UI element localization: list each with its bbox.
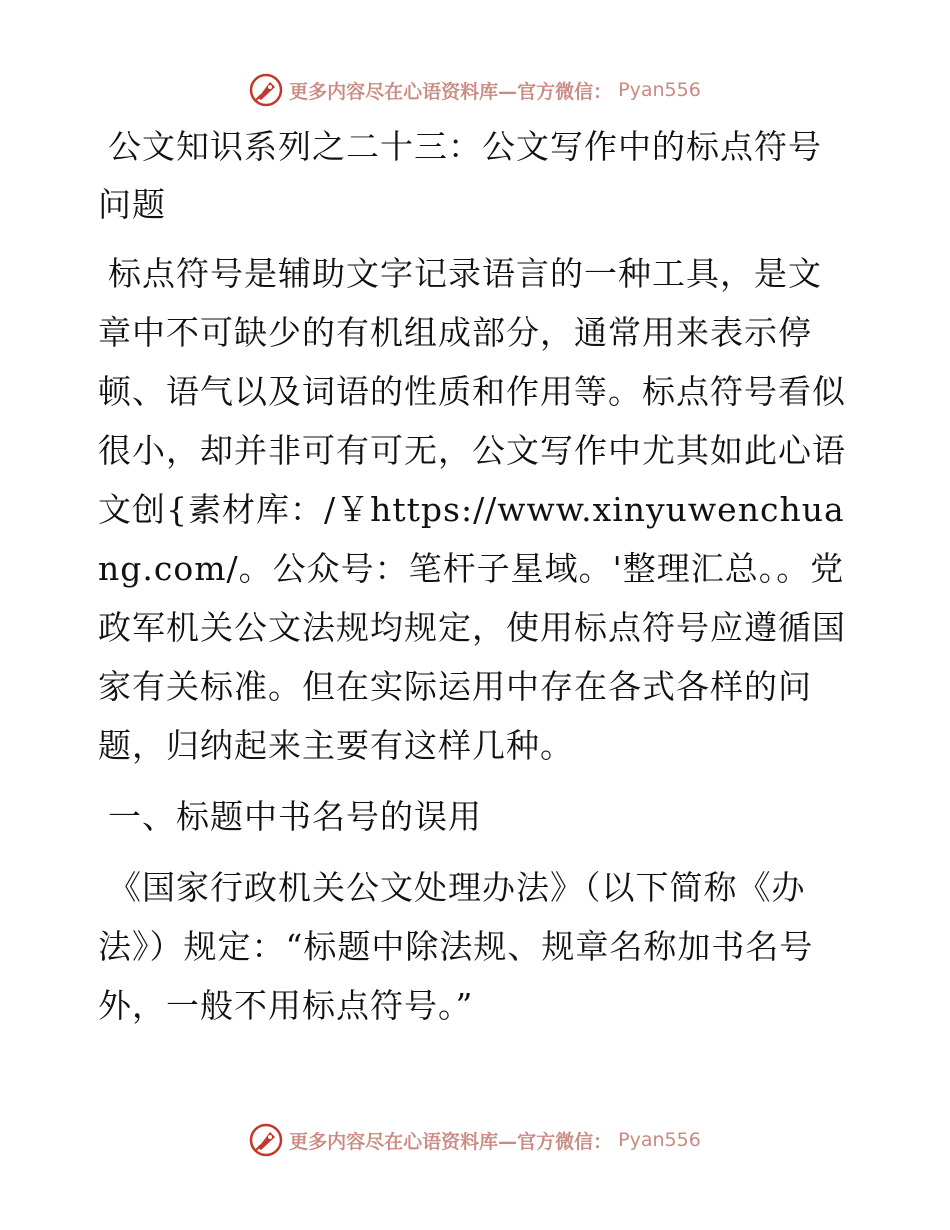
- banner-wechat-id: Pyan556: [618, 79, 701, 101]
- banner-text: 更多内容尽在心语资料库—官方微信：: [289, 1130, 613, 1153]
- header-banner-inner: [249, 73, 701, 107]
- pen-nib-logo-icon: [249, 1123, 283, 1157]
- section-heading-1: 一、标题中书名号的误用: [108, 797, 482, 836]
- footer-banner-inner: [249, 1123, 701, 1157]
- header-banner: [0, 70, 950, 110]
- paragraph-section-1: 《国家行政机关公文处理办法》（以下简称《办法》）规定：“标题中除法规、规章名称加书名号外，一般不用标点符号。”: [98, 868, 814, 1025]
- banner-wechat-id: Pyan556: [618, 1129, 701, 1151]
- banner-text: 更多内容尽在心语资料库—官方微信：: [289, 80, 613, 103]
- pen-nib-logo-icon: [249, 73, 283, 107]
- footer-banner: [0, 1120, 950, 1160]
- paragraph-intro: 标点符号是辅助文字记录语言的一种工具，是文章中不可缺少的有机组成部分，通常用来表示停顿、语气以及词语的性质和作用等。标点符号看似很小，却并非可有可无，公文写作中尤其如此心语文创{素材库：/￥https://www.xinyuwenchuang.com/。公众号：笔杆子星域。'整理汇总。。党政军机关公文法规均规定，使用标点符号应遵循国家有关标准。但在实际运用中存在各式各样的问题，归纳起来主要有这样几种。: [98, 254, 846, 765]
- document-body: [98, 118, 850, 1047]
- document-title: 公文知识系列之二十三：公文写作中的标点符号问题: [98, 127, 822, 224]
